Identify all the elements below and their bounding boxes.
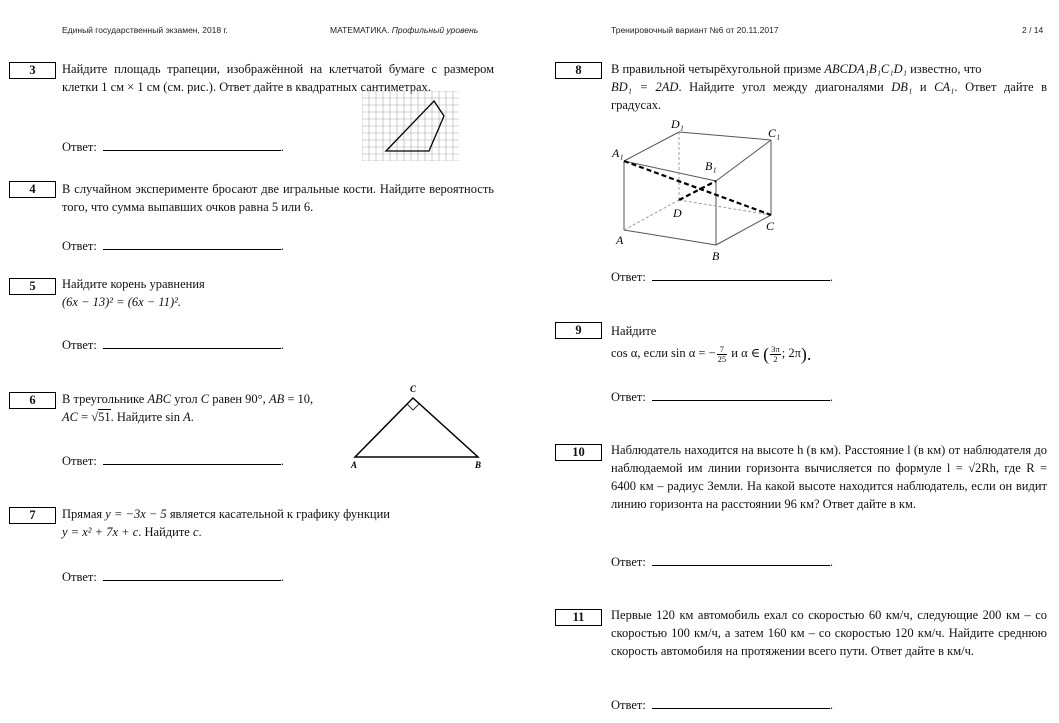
task-5-text [62,275,494,311]
answer-field-11[interactable]: Ответ: . [611,698,833,712]
answer-line[interactable] [103,452,281,465]
answer-line[interactable] [103,568,281,581]
answer-field-7[interactable]: Ответ: . [62,570,284,584]
hidden-edge-a-d [624,200,679,230]
header-variant: Тренировочный вариант №6 от 20.11.2017 [611,25,779,35]
answer-field-3[interactable]: Ответ: . [62,140,284,154]
hidden-edge-d-c [679,200,771,215]
vertex-c-label: C [410,384,417,394]
answer-field-4[interactable]: Ответ: . [62,239,284,253]
header-left: Единый государственный экзамен, 2018 г. [62,25,228,35]
edge-d1-a1 [624,132,679,161]
task-8-text: В правильной четырёхугольной призме ABCDA₁B₁C₁D₁ известно, что BD₁ = 2AD. Найдите угол между диагоналями DB₁ и CA₁. Ответ дайте в градусах. [611,62,1047,112]
label-a: A [616,233,624,247]
trapezoid-grid-figure [362,91,459,161]
task-10-number: 10 [555,444,602,461]
header-subject-level: Профильный уровень [391,25,479,35]
diagonal-a1-c [624,161,771,215]
answer-line[interactable] [103,336,281,349]
task-4-number: 4 [9,181,56,198]
task-11-number: 11 [555,609,602,626]
task-3-text: Найдите площадь трапеции, изображённой на клетчатой бумаге с размером клетки 1 см × 1 см (см. рис.). Ответ дайте в квадратных сантиметрах. [62,62,494,94]
answer-label: Ответ: [611,555,646,569]
task-6-number: 6 [9,392,56,409]
label-c: C [766,219,775,233]
task-9-text: Найдите cos α, если sin α = − $\frac{7}{25}$ и α ∈ ( $\frac{3\pi}{2}$ ; 2π). [611,324,812,365]
answer-label: Ответ: [62,239,97,253]
label-a1: A₁ [612,146,624,160]
task-3-number: 3 [9,62,56,79]
task-5-equation: (6x − 13)² = (6x − 11)². [62,295,181,309]
label-d1: D₁ [671,117,684,131]
vertex-a-label: A [351,460,358,470]
label-b1: B₁ [705,159,717,173]
edge-a-b [624,230,716,245]
answer-label: Ответ: [62,338,97,352]
edge-b1-c1 [716,140,771,181]
right-angle-mark [407,404,419,410]
header-subject-plain: МАТЕМАТИКА. [330,25,392,35]
task-11-text: Первые 120 км автомобиль ехал со скоростью 60 км/ч, следующие 200 км – со скоростью 100 км/ч, а затем 160 км – со скоростью 120 км/ч. Найдите среднюю скорость автомобиля на протяжении всего пути. Ответ дайте в км/ч. [611,608,1047,658]
header-subject [330,25,478,35]
answer-line[interactable] [652,268,830,281]
right-triangle-figure [346,381,494,471]
answer-label: Ответ: [611,698,646,712]
answer-label: Ответ: [611,270,646,284]
label-d: D [673,206,682,220]
answer-field-10[interactable]: Ответ: . [611,555,833,569]
answer-field-8[interactable]: Ответ: . [611,270,833,284]
answer-label: Ответ: [611,390,646,404]
vertex-b-label: B [475,460,482,470]
task-5-number: 5 [9,278,56,295]
answer-field-5[interactable]: Ответ: . [62,338,284,352]
fraction-3pi-2: $\frac{3\pi}{2}$ [771,343,780,364]
header-page-number: 2 / 14 [1022,25,1044,35]
answer-line[interactable] [652,696,830,709]
answer-label: Ответ: [62,454,97,468]
task-8-number: 8 [555,62,602,79]
task-4-text: В случайном эксперименте бросают две игральные кости. Найдите вероятность того, что сумма выпавших очков равна 5 или 6. [62,182,494,214]
task-6-text: В треугольнике ABC угол C равен 90°, AB = 10, AC = √51. Найдите sin A. [62,392,314,424]
answer-line[interactable] [652,553,830,566]
edge-c1-d1 [679,132,771,140]
task-7-text: Прямая y = −3x − 5 является касательной к графику функции y = x² + 7x + c. Найдите c. [62,507,390,539]
task-5-line: Найдите корень уравнения [62,277,205,291]
answer-field-9[interactable]: Ответ: . [611,390,833,404]
answer-line[interactable] [103,237,281,250]
answer-line[interactable] [103,138,281,151]
answer-label: Ответ: [62,140,97,154]
edge-b-c [716,215,771,245]
task-10-text: Наблюдатель находится на высоте h (в км). Расстояние l (в км) от наблюдателя до наблюдаемой им линии горизонта вычисляется по формуле l = √2Rh, где R = 6400 км – радиус Земли. На какой высоте находится наблюдатель, если он видит линию горизонта на расстоянии 96 км? Ответ дайте в км. [611,443,1047,511]
label-b: B [712,249,720,263]
answer-field-6[interactable]: Ответ: . [62,454,284,468]
fraction-7-25: $\frac{7}{25}$ [717,343,727,364]
task-9-number: 9 [555,322,602,339]
task-7-number: 7 [9,507,56,524]
prism-figure [608,115,794,263]
label-c1: C₁ [768,126,781,140]
answer-label: Ответ: [62,570,97,584]
answer-line[interactable] [652,388,830,401]
